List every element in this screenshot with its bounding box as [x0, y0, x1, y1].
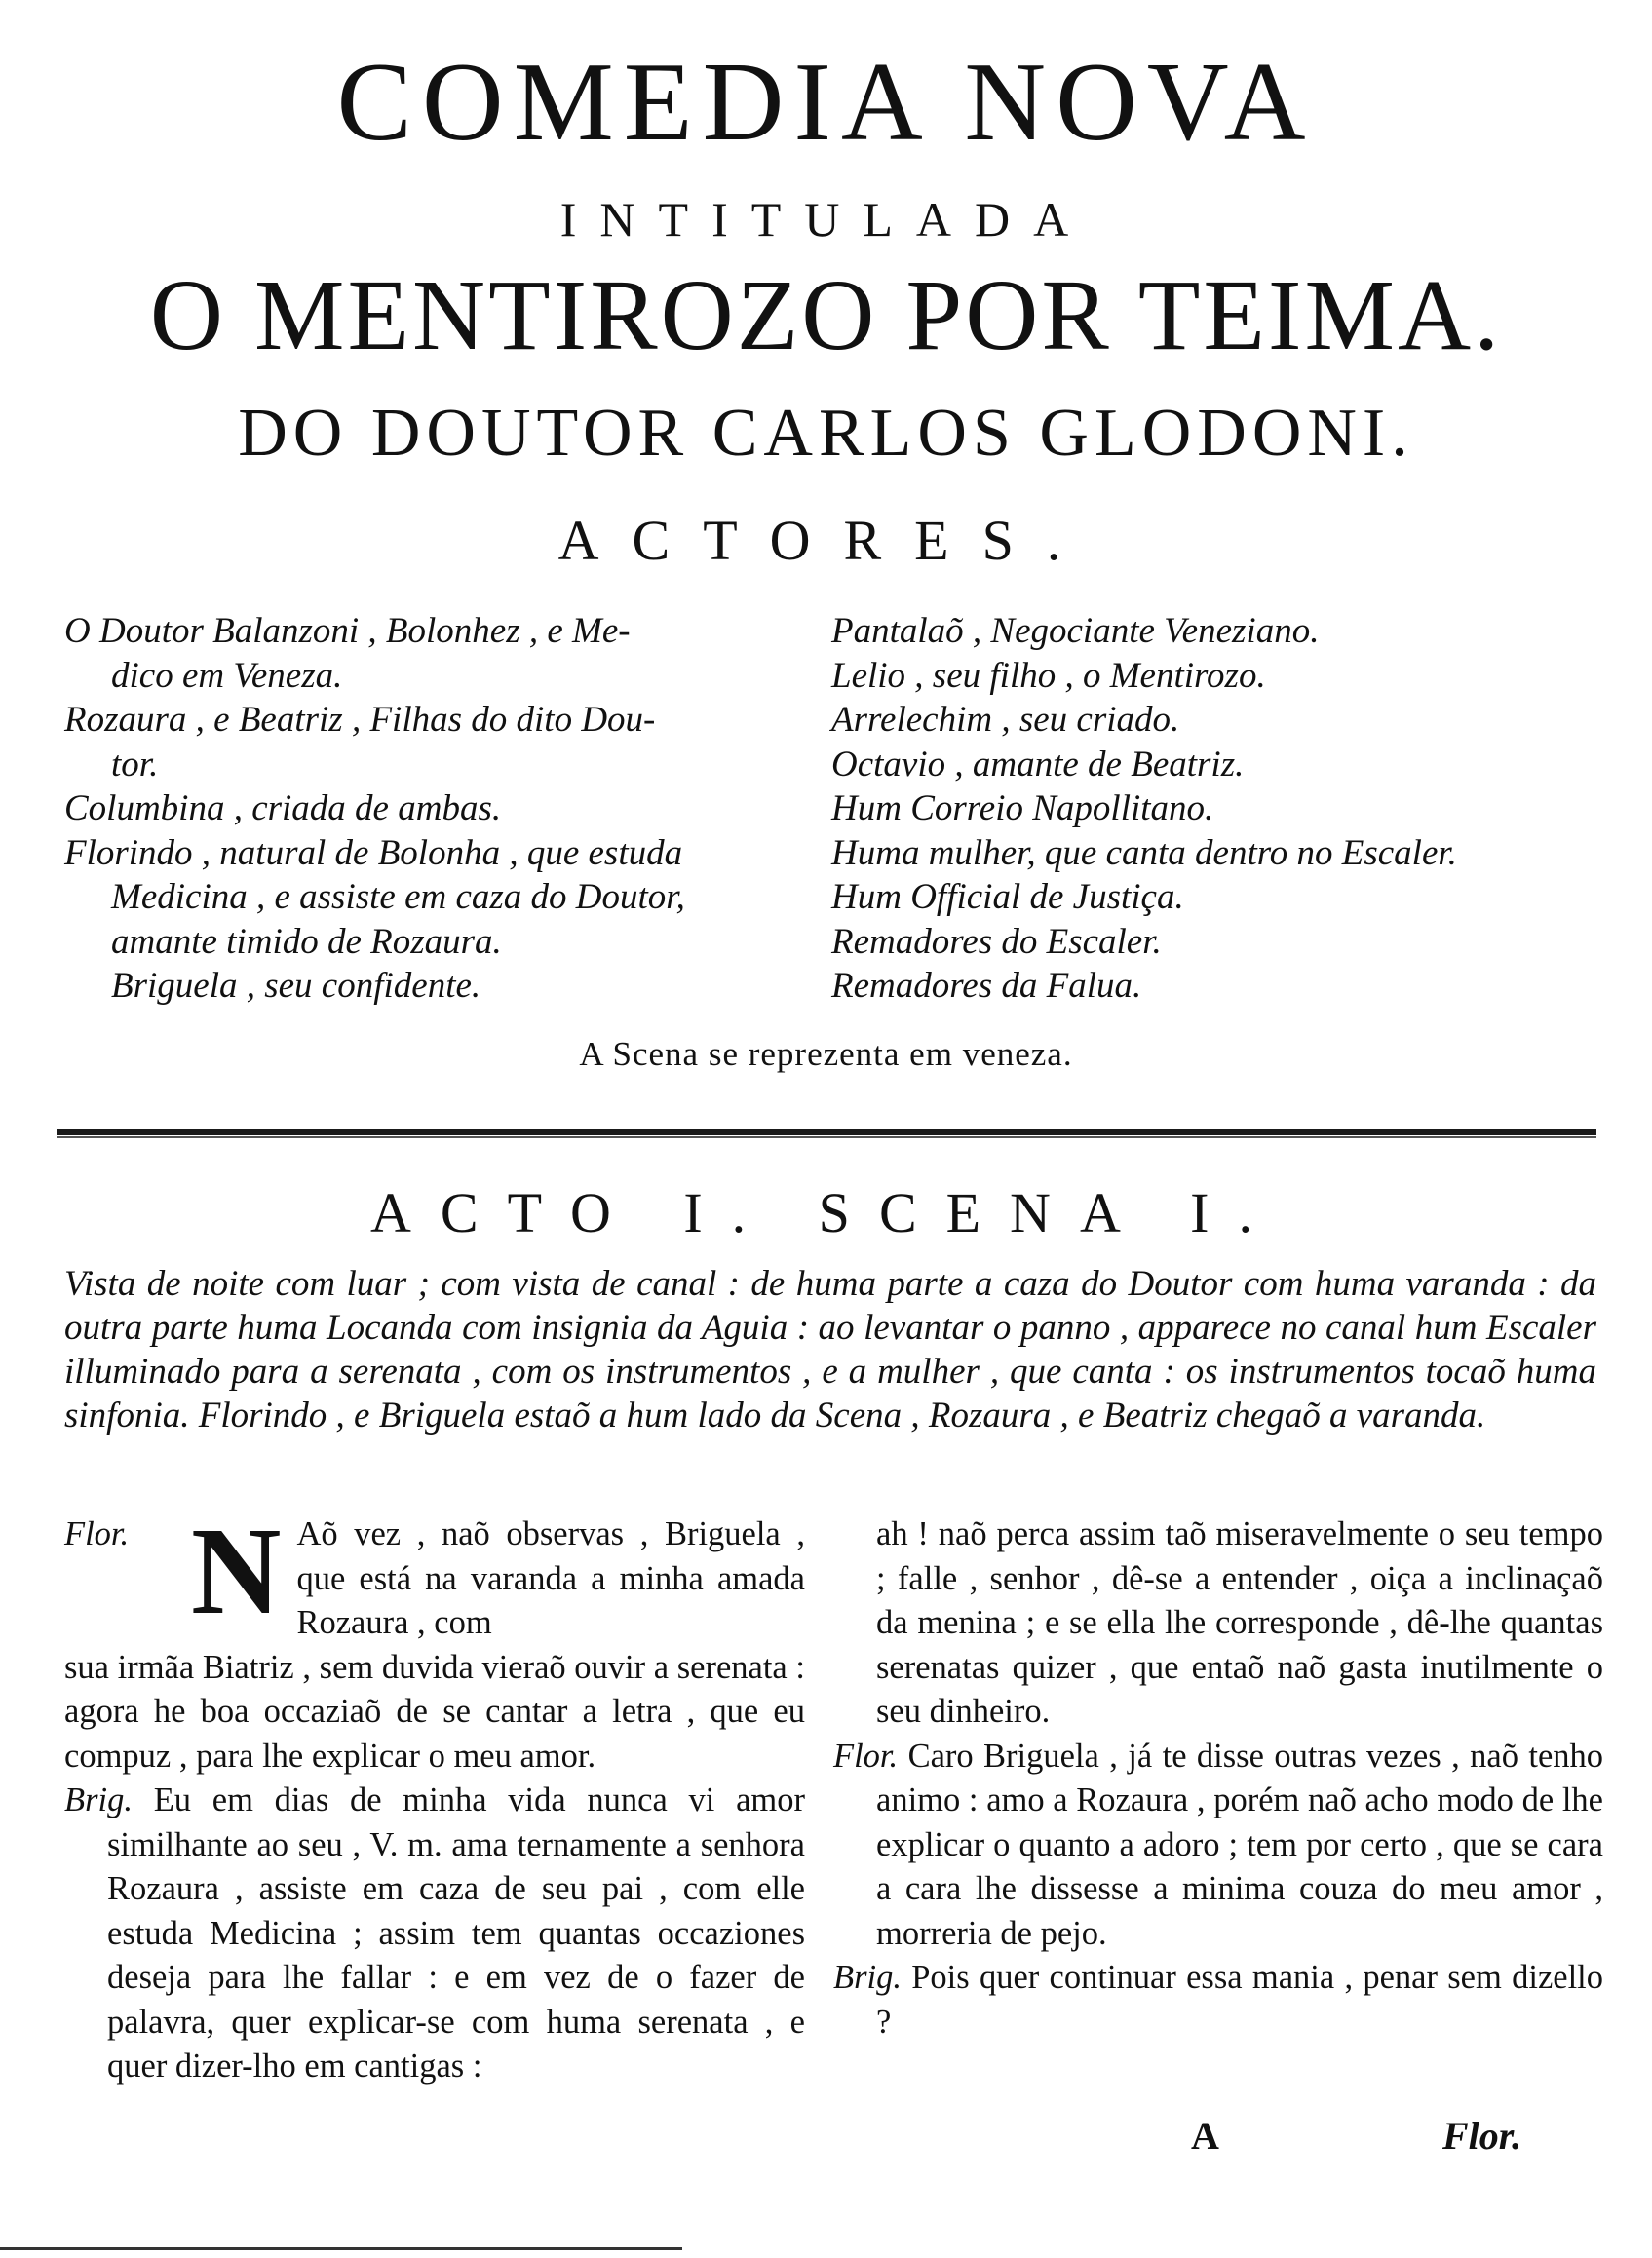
- section-divider: [57, 1129, 1596, 1135]
- signature-mark: A: [1191, 2114, 1219, 2158]
- cast-item: Remadores do Escaler.: [831, 921, 1162, 962]
- cast-text-cont: Briguela , seu confidente.: [111, 966, 481, 1006]
- cast-item: [64, 831, 825, 1009]
- cast-list-left: [64, 609, 825, 1009]
- author-line: DO DOUTOR CARLOS GLODONI.: [238, 396, 1414, 471]
- speaker-label: Flor.: [833, 1737, 899, 1775]
- cast-text-cont: Medicina , e assiste em caza do Doutor,: [111, 877, 685, 917]
- cast-text: Columbina , criada de ambas.: [64, 788, 502, 828]
- cast-text: Florindo , natural de Bolonha , que estuda: [64, 832, 683, 873]
- first-speech-top: [64, 1502, 805, 1646]
- cast-text-cont: tor.: [111, 744, 159, 785]
- catchword: Flor.: [1442, 2114, 1522, 2158]
- title-comedia-nova: COMEDIA NOVA: [336, 40, 1316, 165]
- drop-cap: N: [191, 1502, 282, 1640]
- speech-continued: ah ! naõ perca assim taõ miseravelmente o seu tempo ; falle , senhor , dê-se a entender , oiça a inclinaçaõ da menina ; e se ella lhe corresponde , dê-lhe quantas serenatas quizer , que entaõ naõ gasta inutilmente o seu dinheiro.: [876, 1515, 1603, 1730]
- cast-item: [64, 786, 825, 831]
- cast-item: [64, 609, 825, 698]
- cast-item: Lelio , seu filho , o Mentirozo.: [831, 655, 1266, 696]
- speech-florindo-1: [64, 1502, 805, 1779]
- bottom-edge-rule: [0, 2247, 682, 2250]
- speech-text: Caro Briguela , já te disse outras vezes , naõ tenho animo : amo a Rozaura , porém naõ acho modo de lhe explicar o quanto a adoro ; tem por certo , que se cara a cara lhe dissesse a minima couza do meu amor , morreria de pejo.: [876, 1737, 1604, 1952]
- title-intitulada: INTITULADA: [559, 192, 1093, 247]
- cast-list-right: [831, 609, 1611, 1009]
- actores-heading: ACTORES.: [557, 509, 1095, 572]
- speaker-label: Brig.: [833, 1959, 902, 1996]
- cast-item: Pantalaõ , Negociante Veneziano.: [831, 611, 1320, 651]
- cast-text-cont: amante timido de Rozaura.: [111, 921, 502, 962]
- cast-text-cont: dico em Veneza.: [111, 655, 343, 696]
- cast-item: [64, 698, 825, 786]
- dialogue-column-right: [833, 1512, 1603, 2045]
- speaker-label: Flor.: [64, 1515, 130, 1552]
- stage-direction: Vista de noite com luar ; com vista de canal : de huma parte a caza do Doutor com huma varanda : da outra parte huma Locanda com insignia da Aguia : ao levantar o panno , apparece no canal hum Escaler illuminado para a serenata , com os instrumentos , e a mulher , que canta : os instrumentos tocaõ huma sinfonia. Florindo , e Briguela estaõ a hum lado da Scena , Rozaura , e Beatriz chegaõ a varanda.: [64, 1264, 1596, 1435]
- speech-text: Pois quer continuar essa mania , penar sem dizello ?: [876, 1959, 1603, 2041]
- setting-note: A Scena se reprezenta em veneza.: [579, 1035, 1073, 1073]
- speaker-label: Brig.: [64, 1781, 133, 1818]
- speech-briguela-1: [64, 1779, 805, 2089]
- cast-item: Arrelechim , seu criado.: [831, 700, 1180, 740]
- cast-item: Remadores da Falua.: [831, 966, 1142, 1006]
- speech-text: Aõ vez , naõ observas , Briguela , que está na varanda a minha amada Rozaura , com: [296, 1515, 805, 1641]
- play-title: O MENTIROZO POR TEIMA.: [149, 259, 1503, 371]
- speech-text: Eu em dias de minha vida nunca vi amor similhante ao seu , V. m. ama ternamente a senhora Rozaura , assiste em caza de seu pai , com elle estuda Medicina ; assim tem quantas occaziones deseja para lhe fallar : e em vez de o fazer de palavra, quer explicar-se com huma serenata , e quer dizer-lho em cantigas :: [107, 1781, 806, 2085]
- cast-item: Huma mulher, que canta dentro no Escaler.: [831, 832, 1457, 873]
- speech-text-rest: sua irmãa Biatriz , sem duvida vieraõ ouvir a serenata : agora he boa occaziaõ de se cantar a letra , que eu compuz , para lhe explicar o meu amor.: [64, 1648, 805, 1775]
- cast-text: O Doutor Balanzoni , Bolonhez , e Me-: [64, 611, 631, 651]
- act-scene-heading: ACTO I. SCENA I.: [370, 1181, 1282, 1244]
- section-divider-thin: [57, 1136, 1596, 1138]
- cast-item: Hum Correio Napollitano.: [831, 788, 1214, 828]
- cast-item: Hum Official de Justiça.: [831, 877, 1184, 917]
- cast-text: Rozaura , e Beatriz , Filhas do dito Dou-: [64, 700, 656, 740]
- dialogue-column-left: [64, 1502, 806, 2089]
- speech-briguela-2: [833, 1956, 1603, 2045]
- cast-item: Octavio , amante de Beatriz.: [831, 744, 1245, 785]
- speech-florindo-2: [833, 1735, 1603, 1957]
